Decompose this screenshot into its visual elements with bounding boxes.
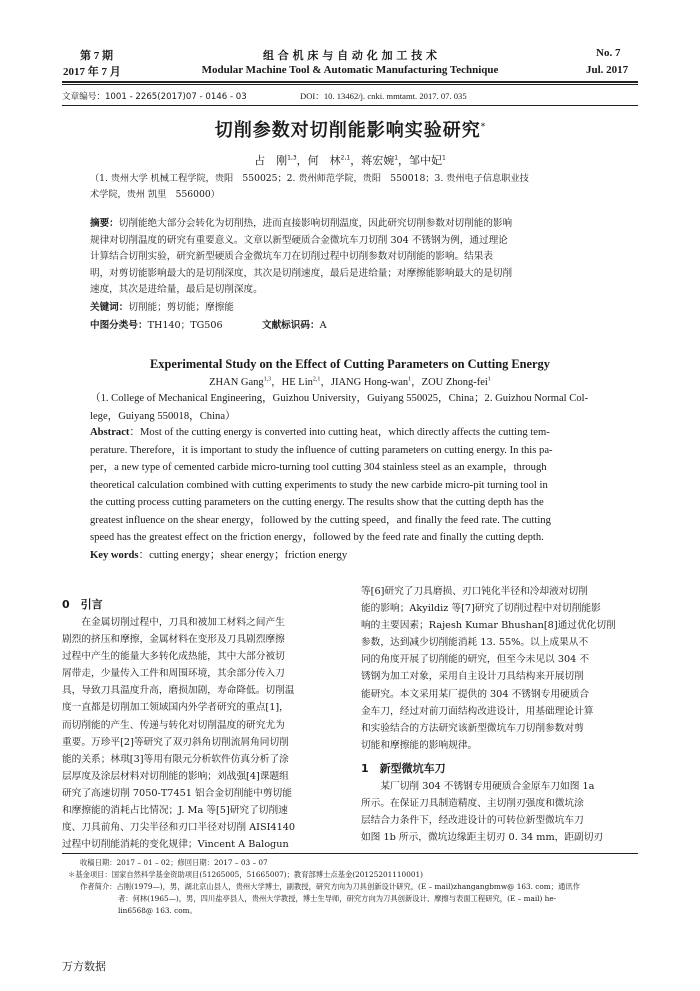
header-rule-top bbox=[62, 81, 638, 83]
watermark: 万方数据 bbox=[62, 960, 106, 973]
section-0-heading: 0 引言 bbox=[62, 598, 103, 611]
affiliation-en: （1. College of Mechanical Engineering，Guizhou University，Guiyang 550025，China；2. Guizhou Normal Col- lege，Guiyang 550018，China） bbox=[90, 393, 589, 422]
keywords-cn: 关键词：切削能；剪切能；摩擦能 bbox=[90, 302, 234, 313]
authors-cn: 占 刚$^{1,3}$，何 林$^{2,1}$，蒋宏婉$^1$，邹中妃$^1$ bbox=[254, 154, 446, 167]
author-bio: 作者简介：占刚(1979—)，男，湖北京山县人，贵州大学博士，副教授，研究方向为刀具创新设计研究，(E – mail)zhangangbmw@ 163. com；通讯作 bbox=[80, 882, 580, 891]
abstract-en: Abstract：Most of the cutting energy is converted into cutting heat，which directly affects the cutting tem- perature. Therefore，it is important to study the influence of cutting parameters on cutting energy. In this pa- per，a new type of cemented carbide micro-turning tool cutting 304 stainless steel as an example，through theoretical calculation combined with cutting experiments to study the new carbide micro-pit turning tool in the cutting process cutting parameters on the cutting energy. The results show that the cutting depth has the greatest influence on the shear energy，followed by the cutting speed，and finally the feed rate. The cutting speed has the greatest effect on the friction energy，followed by the feed rate and finally the cutting depth. Key words：cutting energy；shear energy；friction energy bbox=[90, 427, 553, 561]
classification: 中图分类号：TH140；TG506 bbox=[90, 320, 223, 331]
authors-en: ZHAN Gang$^{1,3}$，HE Lin$^{2,1}$，JIANG Hong-wan$^1$，ZOU Zhong-fei$^1$ bbox=[209, 376, 491, 388]
meta-rule bbox=[62, 105, 638, 106]
abstract-cn: 摘要：切削能绝大部分会转化为切削热，进而直接影响切削温度，因此研究切削参数对切削能的影响 规律对切削温度的研究有重要意义。文章以新型硬质合金微坑车刀切削 304 不锈钢为例，通过理论 计算结合切削实验，研究新型硬质合金微坑车刀在切削过程中切削参数对切削能的影响。结果表 明，对剪切能影响最大的是切削深度，其次是切削速度，最后是进给量；对摩擦能影响最大的是切削 速度，其次是进给量，最后是切削深度。 bbox=[90, 218, 513, 296]
footnote-rule bbox=[62, 853, 638, 854]
journal-title-cn: 组 合 机 床 与 自 动 化 加 工 技 术 bbox=[262, 49, 438, 62]
fund-note: ＊基金项目：国家自然科学基金资助项目(51265005，51665007)；教育部博士点基金(20125201110001) bbox=[68, 870, 423, 879]
journal-title-en: Modular Machine Tool & Automatic Manufacturing Technique bbox=[201, 64, 499, 76]
footnotes: 收稿日期：2017 – 01 – 02；修回日期：2017 – 03 – 07 ＊基金项目：国家自然科学基金资助项目(51265005，51665007)；教育部博士点基金(20125201110001) 作者简介：占刚(1979—)，男，湖北京山县人，贵州大学博士，副教授，研究方向为刀具创新设计研究，(E – mail)zhangangbmw@ 163. com；通讯作 者：何林(1965—)，男，四川盐亭县人，贵州大学教授，博士生导师，研究方向为刀具创新设计、摩擦与表面工程研究，(E – mail) he- lin6568@ 163. com。 bbox=[80, 857, 640, 917]
header-rule-bottom bbox=[62, 84, 638, 85]
section-1-heading: 1 新型微坑车刀 bbox=[361, 762, 446, 775]
article-number: 文章编号：1001 - 2265(2017)07 - 0146 - 03 bbox=[62, 92, 247, 102]
header-issue-cn: 第 7 期 bbox=[80, 50, 113, 62]
header-issue-en: No. 7 bbox=[596, 47, 621, 59]
left-column-text: 在金属切削过程中，刀具和被加工材料之间产生 剧烈的挤压和摩擦，金属材料在变形及刀具剧烈摩擦 过程中产生的能量大多转化成热能，其中大部分被切 屑带走，少量传入工件和周围环境，其余部分传入刀 具，导致刀具温度升高，磨损加剧，寿命降低。切削温 度一直都是切削加工领域国内外学者研究的重点[1]， 而切削能的产生、传递与转化对切削温度的研究尤为 重要。万珍平[2]等研究了双刃斜角切削流屑角同切削 能的关系；林琪[3]等用有限元分析软件仿真分析了涂 层厚度及涂层材料对切削能的影响；刘战强[4]课题组 研究了高速切削 7050-T7451 铝合金切削能中剪切能 和摩擦能的消耗占比情况；J. Ma 等[5]研究了切削速 度、刀具前角、刀尖半径和刃口半径对切削 AISI4140 过程中切削能消耗的变化规律；Vincent A Balogun bbox=[62, 617, 296, 851]
paper-title-cn: 切削参数对切削能影响实验研究* bbox=[214, 120, 486, 141]
document-code: 文献标识码：A bbox=[262, 320, 327, 331]
right-column-text-a: 等[6]研究了刀具磨损、刃口钝化半径和冷却液对切削 能的影响；Akyildiz 等[7]研究了切削过程中对切削能影 响的主要因素；Rajesh Kumar Bhushan[8]通过优化切削 参数，达到减少切削能消耗 13. 55%。以上成果从不 同的角度开展了切削能的研究，但至今未见以 304 不 锈钢为加工对象，采用自主设计刀具结构来开展切削 能研究。本文采用某厂提供的 304 不锈钢专用硬质合 金车刀，经过对前刀面结构改进设计，用基础理论计算 和实验结合的方法研究该新型微坑车刀切削参数对剪 切能和摩擦能的影响规律。 bbox=[361, 586, 616, 751]
affiliation-cn: （1. 贵州大学 机械工程学院，贵阳 550025；2. 贵州师范学院，贵阳 550018；3. 贵州电子信息职业技 术学院，贵州 凯里 556000） bbox=[90, 173, 529, 200]
doi: DOI：10. 13462/j. cnki. mmtamt. 2017. 07. 035 bbox=[300, 91, 467, 101]
header-date-cn: 2017 年 7 月 bbox=[63, 66, 121, 78]
received-dates: 收稿日期：2017 – 01 – 02；修回日期：2017 – 03 – 07 bbox=[80, 858, 268, 867]
paper-title-en: Experimental Study on the Effect of Cutting Parameters on Cutting Energy bbox=[150, 357, 550, 371]
right-column-text-b: 某厂切削 304 不锈钢专用硬质合金原车刀如图 1a 所示。在保证刀具制造精度、主切削刃强度和微坑涂 层结合力条件下，经改进设计的可转位新型微坑车刀 如图 1b 所示，微坑边缘距主切刃 0. 34 mm，距副切刃 bbox=[361, 781, 604, 844]
header-date-en: Jul. 2017 bbox=[586, 64, 629, 76]
